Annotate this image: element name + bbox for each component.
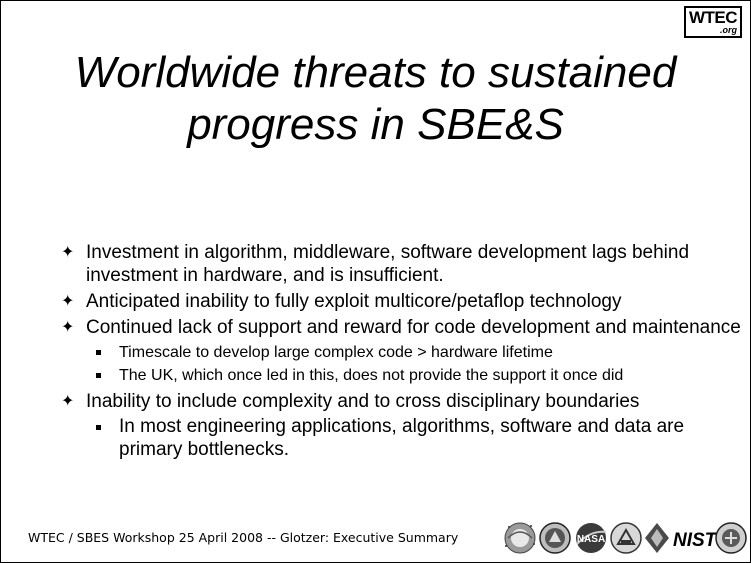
four-point-star-icon: ✦	[61, 293, 75, 310]
square-bullet-icon	[96, 350, 101, 355]
doe-seal-icon	[540, 523, 570, 553]
sub-bullet-item	[86, 415, 741, 461]
sub-bullet-text: In most engineering applications, algorithms, software and data are primary bottlenecks.	[119, 416, 685, 460]
wtec-logo-main: WTEC	[689, 8, 738, 27]
bullet-item	[61, 290, 741, 313]
nih-seal-icon	[611, 523, 641, 553]
bullet-text: Inability to include complexity and to cross disciplinary boundaries	[86, 391, 640, 412]
title-line-1: Worldwide threats to sustained	[74, 48, 677, 97]
nasa-logo-text: NASA	[576, 534, 606, 545]
bullet-item	[61, 241, 741, 287]
four-point-star-icon: ✦	[61, 393, 75, 410]
slide-title	[1, 47, 750, 151]
bullet-text: Investment in algorithm, middleware, software development lags behind investment in hardware, and is insufficient.	[86, 242, 690, 286]
sub-bullet-text: The UK, which once led in this, does not provide the support it once did	[119, 367, 624, 384]
wtec-logo	[684, 6, 742, 38]
nsf-logo-icon	[505, 523, 535, 553]
sub-bullet-item	[86, 341, 741, 364]
square-bullet-icon	[96, 425, 101, 430]
sub-bullet-text: Timescale to develop large complex code > hardware lifetime	[119, 344, 553, 361]
four-point-star-icon: ✦	[61, 319, 75, 336]
sponsor-logos	[503, 518, 747, 558]
bullet-text: Continued lack of support and reward for code development and maintenance	[86, 317, 741, 338]
title-line-2: progress in SBE&S	[187, 100, 564, 149]
bullet-text: Anticipated inability to fully exploit multicore/petaflop technology	[86, 291, 622, 312]
four-point-star-icon: ✦	[61, 244, 75, 261]
wtec-logo-sub: .org	[720, 25, 737, 35]
nist-logo-text: NIST	[673, 530, 717, 551]
nasa-logo-icon	[576, 523, 606, 553]
sub-bullet-list	[86, 341, 741, 387]
nih-diamond-icon	[645, 523, 669, 553]
sub-bullet-list	[86, 415, 741, 461]
square-bullet-icon	[96, 373, 101, 378]
sub-bullet-item	[86, 364, 741, 387]
sponsor-logos-svg	[503, 518, 747, 558]
dod-seal-icon	[716, 523, 746, 553]
bullet-item	[61, 316, 741, 387]
footer-caption: WTEC / SBES Workshop 25 April 2008 -- Glotzer: Executive Summary	[28, 530, 459, 545]
bullet-item	[61, 390, 741, 461]
bullet-list	[61, 241, 741, 464]
